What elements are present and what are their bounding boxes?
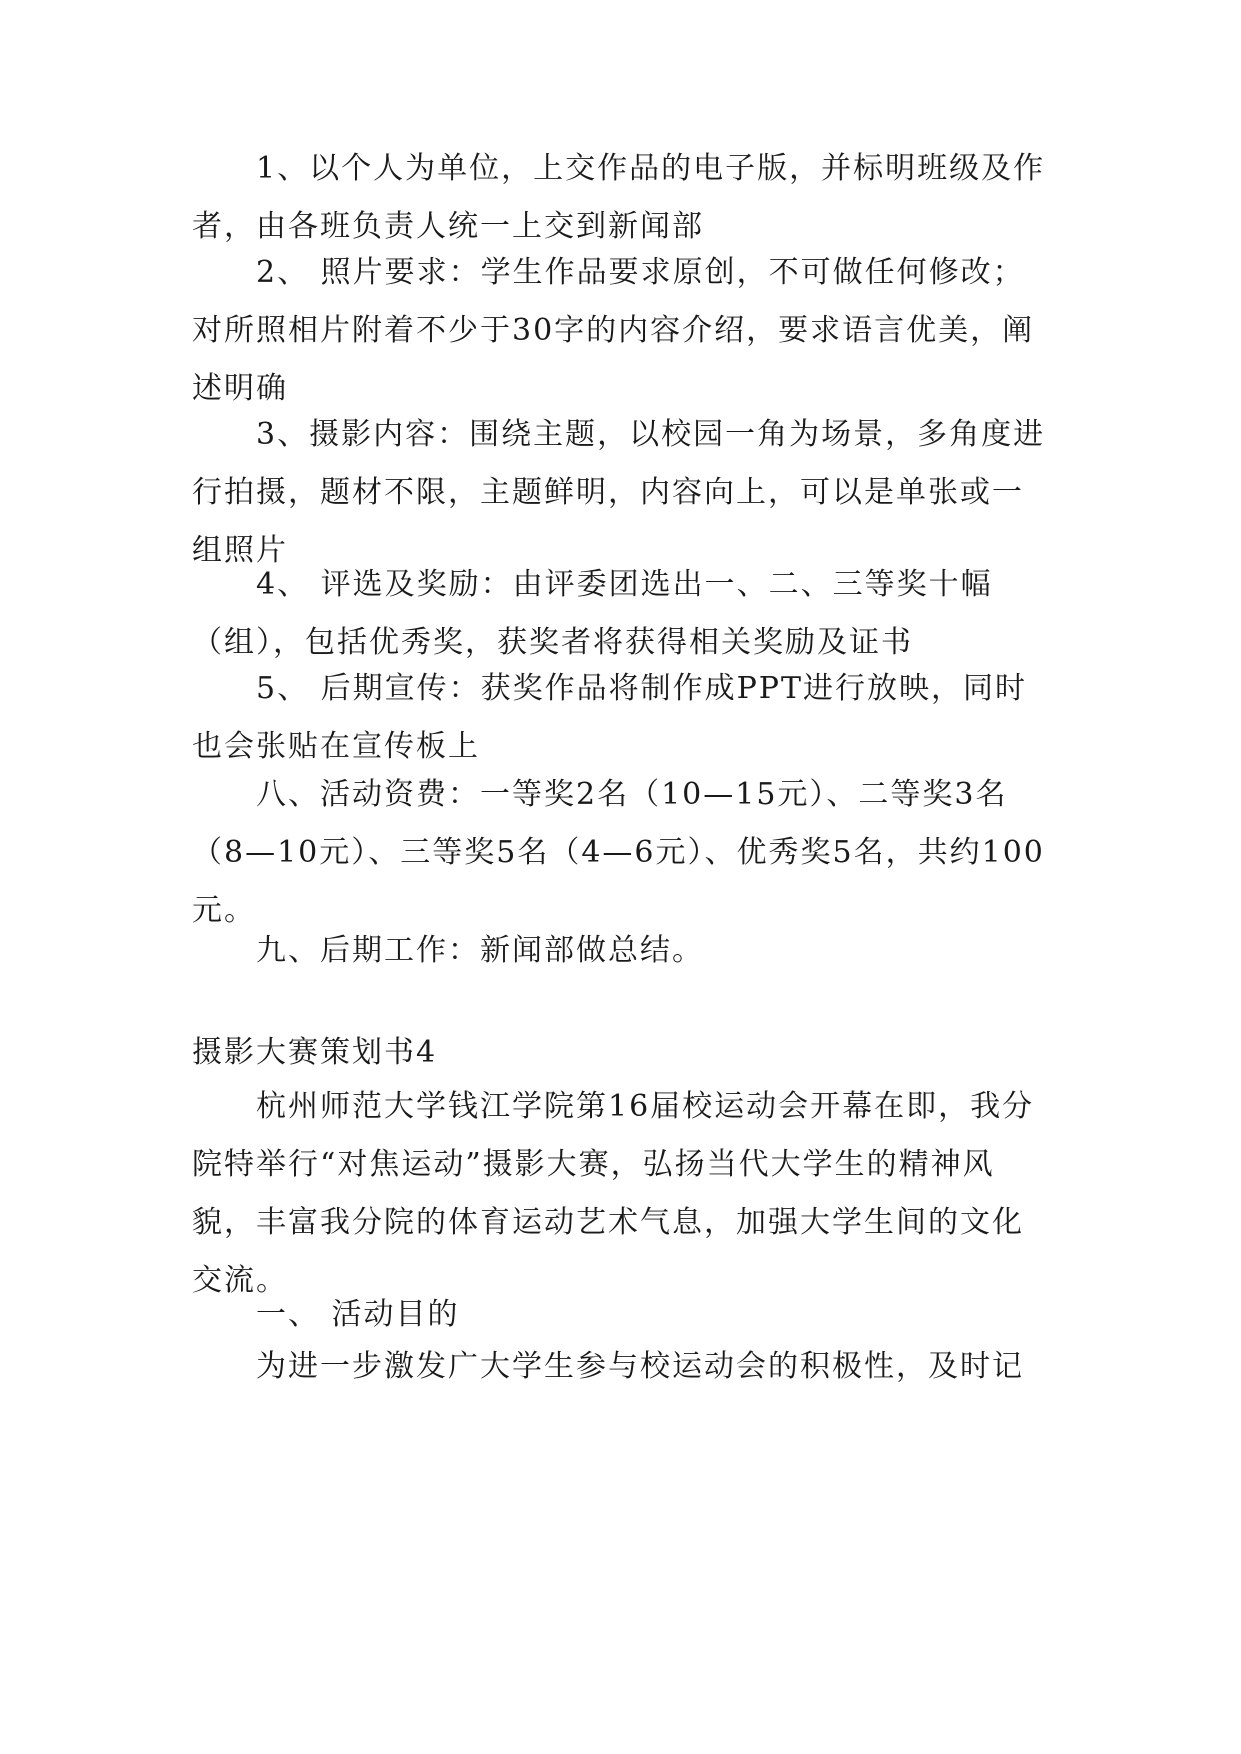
paragraph-item-4: 4、 评选及奖励：由评委团选出一、二、三等奖十幅（组），包括优秀奖，获奖者将获得相关奖励及证书 bbox=[192, 567, 993, 660]
paragraph-intro: 杭州师范大学钱江学院第16届校运动会开幕在即，我分院特举行“对焦运动”摄影大赛，弘扬当代大学生的精神风貌，丰富我分院的体育运动艺术气息，加强大学生间的文化交流。 bbox=[192, 1089, 1035, 1298]
paragraph-later-work: 九、后期工作：新闻部做总结。 bbox=[256, 933, 704, 968]
paragraph-activity-fees: 八、活动资费：一等奖2名（10—15元）、二等奖3名（8—10元）、三等奖5名（4—6元）、优秀奖5名，共约100元。 bbox=[192, 777, 1045, 928]
paragraph-item-1: 1、以个人为单位，上交作品的电子版，并标明班级及作者，由各班负责人统一上交到新闻部 bbox=[192, 151, 1046, 244]
paragraph-purpose-heading: 一、 活动目的 bbox=[256, 1297, 460, 1332]
paragraph-item-2: 2、 照片要求：学生作品要求原创，不可做任何修改；对所照相片附着不少于30字的内容介绍，要求语言优美，阐述明确 bbox=[192, 255, 1035, 406]
paragraph-purpose-text: 为进一步激发广大学生参与校运动会的积极性，及时记 bbox=[256, 1349, 1024, 1384]
paragraph-item-3: 3、摄影内容：围绕主题，以校园一角为场景，多角度进行拍摄，题材不限，主题鲜明，内容向上，可以是单张或一组照片 bbox=[192, 417, 1046, 568]
section-title: 摄影大赛策划书4 bbox=[192, 1035, 438, 1070]
paragraph-item-5: 5、 后期宣传：获奖作品将制作成PPT进行放映，同时也会张贴在宣传板上 bbox=[192, 671, 1028, 764]
